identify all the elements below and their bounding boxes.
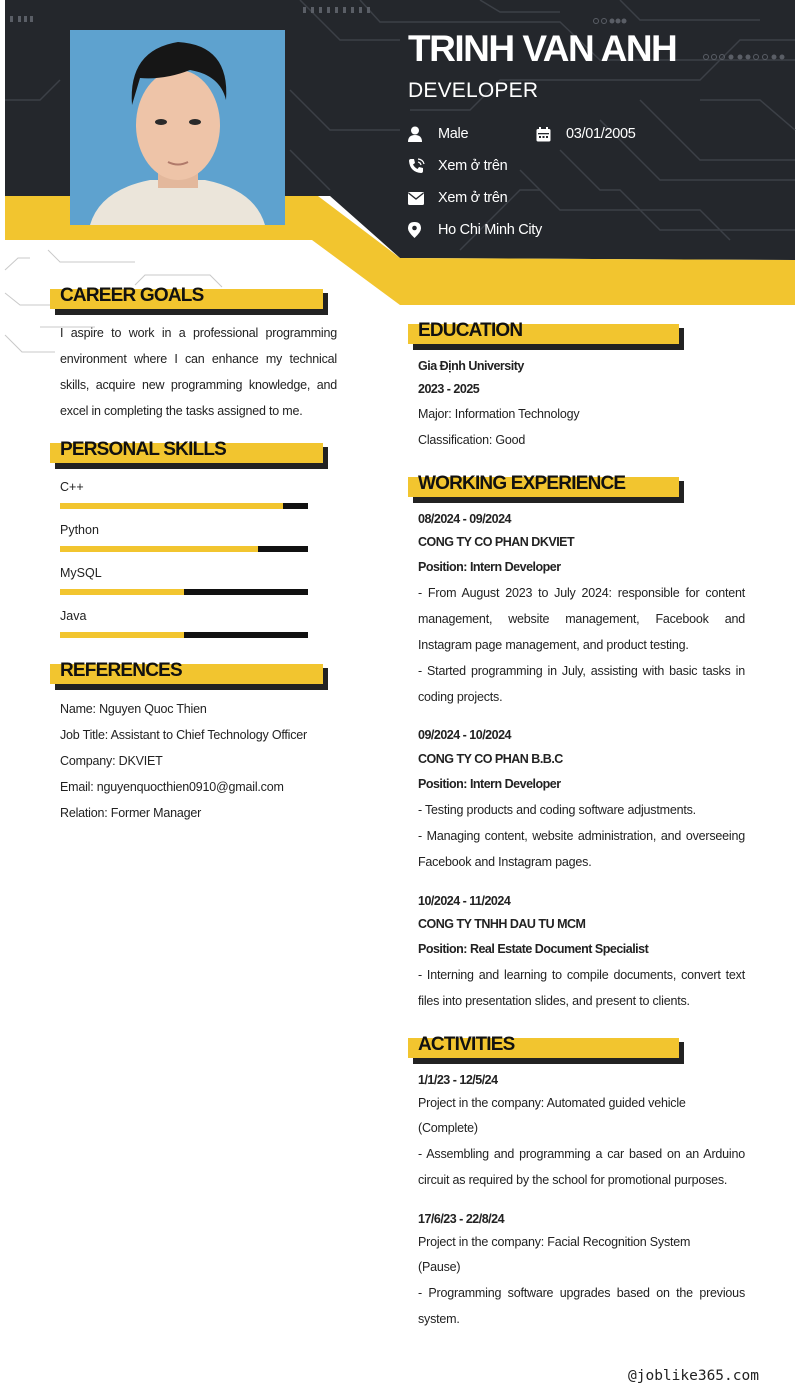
job-period: 10/2024 - 11/2024 xyxy=(418,894,511,908)
career-goals-text: I aspire to work in a professional programming environment where I can enhance my technical skills, acquire new programming knowledge, and excel in completing the tasks assigned to me. xyxy=(60,326,337,418)
gender-value: Male xyxy=(438,126,469,142)
personal-skills-heading xyxy=(50,441,323,469)
activity-period: 17/6/23 - 22/8/24 xyxy=(418,1212,505,1226)
activity-detail: - Assembling and programming a car based on an Arduino circuit as required by the school for promotional purposes. xyxy=(418,1147,745,1187)
job-position: Position: Intern Developer xyxy=(418,777,561,791)
skill-bar-fill xyxy=(60,632,184,638)
working-experience-heading xyxy=(408,475,679,503)
activity-project: Project in the company: Automated guided vehicle xyxy=(418,1096,686,1110)
job-position: Position: Real Estate Document Specialist xyxy=(418,942,649,956)
references-heading xyxy=(50,662,323,690)
education-title: EDUCATION xyxy=(418,320,523,341)
activity-detail: - Programming software upgrades based on the previous system. xyxy=(418,1286,745,1326)
job-detail: - From August 2023 to July 2024: responsible for content management, website management, Facebook and Instagram page management, and product testing. xyxy=(418,586,745,652)
activity-period: 1/1/23 - 12/5/24 xyxy=(418,1073,498,1087)
email-value: Xem ở trên xyxy=(438,190,508,206)
envelope-icon xyxy=(408,189,438,207)
skill-bar-track xyxy=(60,589,308,595)
activities-title: ACTIVITIES xyxy=(418,1034,515,1055)
education-classification: Classification: Good xyxy=(418,433,526,447)
skill-bar-fill xyxy=(60,546,258,552)
calendar-icon xyxy=(536,125,566,143)
skill-bar-fill xyxy=(60,589,184,595)
working-experience-title: WORKING EXPERIENCE xyxy=(418,473,626,494)
reference-email: Email: nguyenquocthien0910@gmail.com xyxy=(60,780,284,794)
profile-photo xyxy=(70,30,285,225)
education-major: Major: Information Technology xyxy=(418,407,580,421)
job-company: CONG TY CO PHAN DKVIET xyxy=(418,535,575,549)
references-title: REFERENCES xyxy=(60,660,182,681)
job-position: Position: Intern Developer xyxy=(418,560,561,574)
job-detail: - Started programming in July, assisting with basic tasks in coding projects. xyxy=(418,664,745,704)
skill-name: Python xyxy=(60,523,99,537)
candidate-job-title: DEVELOPER xyxy=(408,79,539,102)
birthday-value: 03/01/2005 xyxy=(566,126,636,142)
user-icon xyxy=(408,125,438,143)
reference-company: Company: DKVIET xyxy=(60,754,163,768)
job-company: CONG TY CO PHAN B.B.C xyxy=(418,752,563,766)
map-pin-icon xyxy=(408,221,438,239)
activity-project: Project in the company: Facial Recognition System xyxy=(418,1235,691,1249)
watermark: @joblike365.com xyxy=(628,1368,759,1384)
skill-bar-track xyxy=(60,546,308,552)
activities-heading xyxy=(408,1036,679,1064)
reference-relation: Relation: Former Manager xyxy=(60,806,202,820)
personal-skills-title: PERSONAL SKILLS xyxy=(60,439,227,460)
phone-row xyxy=(408,157,507,175)
skill-bar-track xyxy=(60,632,308,638)
reference-name: Name: Nguyen Quoc Thien xyxy=(60,702,207,716)
education-period: 2023 - 2025 xyxy=(418,382,480,396)
job-detail: - Managing content, website administration, and overseeing Facebook and Instagram pages. xyxy=(418,829,745,869)
skill-name: C++ xyxy=(60,480,84,494)
job-detail: - Testing products and coding software adjustments. xyxy=(418,803,696,817)
skill-name: MySQL xyxy=(60,566,102,580)
skill-bar-track xyxy=(60,503,308,509)
email-row xyxy=(408,189,507,207)
birthday-row xyxy=(536,125,636,143)
activity-status: (Pause) xyxy=(418,1260,461,1274)
career-goals-title: CAREER GOALS xyxy=(60,285,204,306)
career-goals-heading xyxy=(50,287,323,315)
gender-row xyxy=(408,125,468,143)
job-period: 08/2024 - 09/2024 xyxy=(418,512,511,526)
activity-status: (Complete) xyxy=(418,1121,478,1135)
skill-bar-fill xyxy=(60,503,283,509)
location-row xyxy=(408,221,542,239)
skill-name: Java xyxy=(60,609,87,623)
phone-icon xyxy=(408,157,438,175)
job-detail: - Interning and learning to compile documents, convert text files into presentation slides, and present to clients. xyxy=(418,968,745,1008)
job-company: CONG TY TNHH DAU TU MCM xyxy=(418,917,586,931)
phone-value: Xem ở trên xyxy=(438,158,508,174)
job-period: 09/2024 - 10/2024 xyxy=(418,728,511,742)
education-school: Gia Định University xyxy=(418,359,524,373)
reference-job-title: Job Title: Assistant to Chief Technology Officer xyxy=(60,728,308,742)
education-heading xyxy=(408,322,679,350)
location-value: Ho Chi Minh City xyxy=(438,222,542,238)
candidate-name: TRINH VAN ANH xyxy=(408,28,677,69)
